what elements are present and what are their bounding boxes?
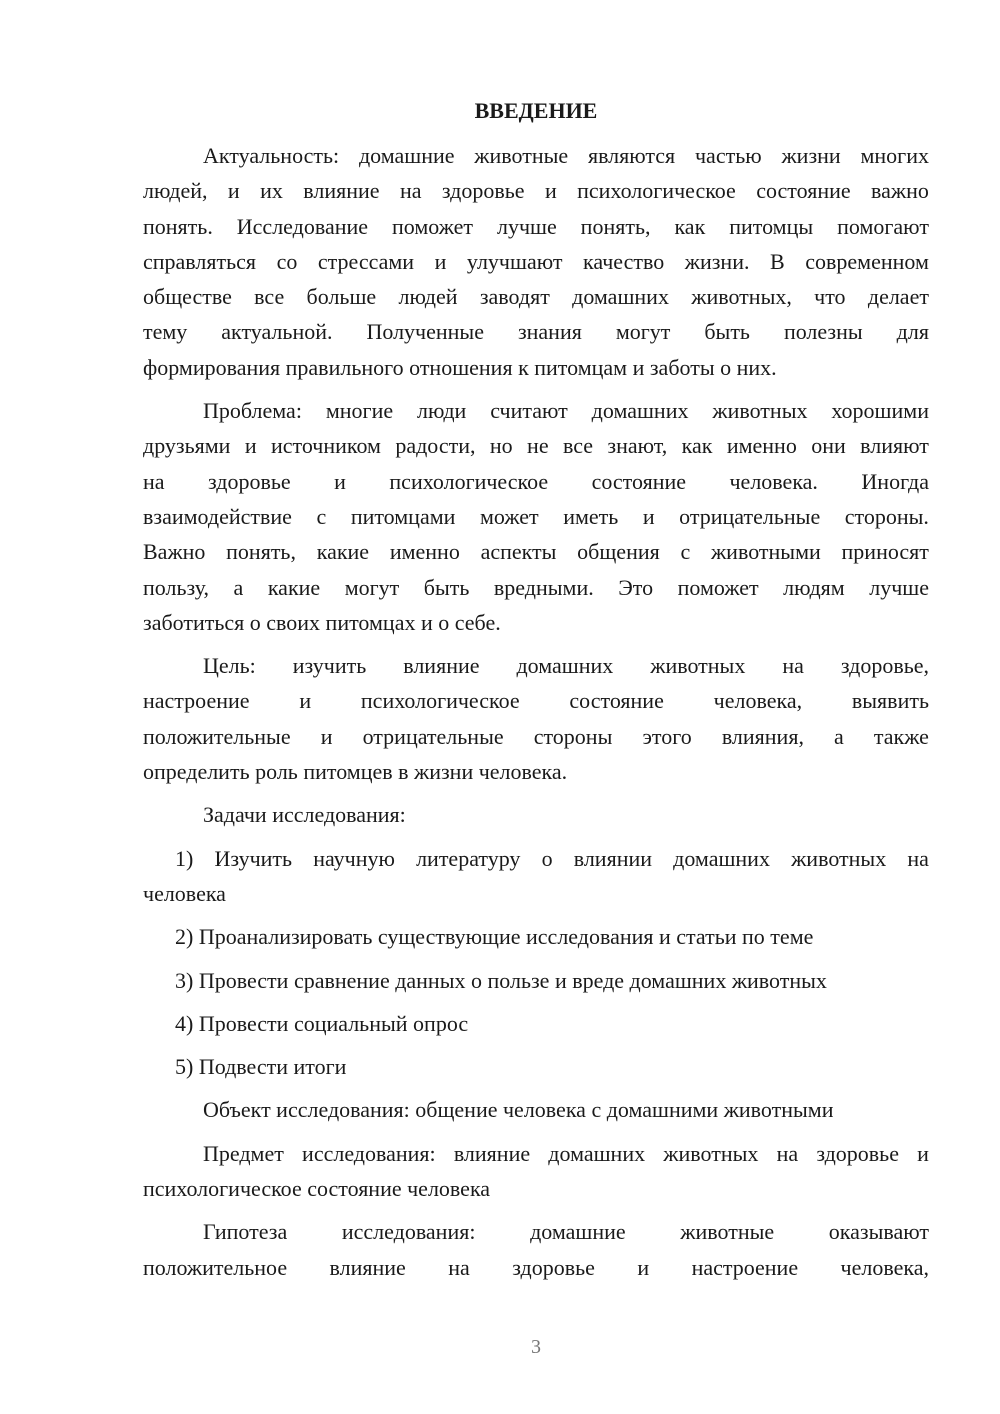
line: определить роль питомцев в жизни человека. xyxy=(143,759,568,785)
line: положительное влияние на здоровье и настроение человека, xyxy=(143,1254,929,1280)
line: тему актуальной. Полученные знания могут быть полезны для xyxy=(143,319,929,345)
line: обществе все больше людей заводят домашних животных, что делает xyxy=(143,284,929,310)
line: психологическое состояние человека xyxy=(143,1176,491,1202)
line: Объект исследования: общение человека с домашними животными xyxy=(203,1097,834,1123)
line: 4) Провести социальный опрос xyxy=(175,1010,469,1036)
line: Гипотеза исследования: домашние животные оказывают xyxy=(203,1219,929,1245)
line: Проблема: многие люди считают домашних животных хорошими xyxy=(203,398,929,424)
page-title: ВВЕДЕНИЕ xyxy=(474,98,598,123)
line: Задачи исследования: xyxy=(203,802,406,828)
line: человека xyxy=(143,880,226,906)
list-item xyxy=(143,963,929,998)
line: 2) Проанализировать существующие исследования и статьи по теме xyxy=(175,924,814,950)
line: понять. Исследование поможет лучше понять, как питомцы помогают xyxy=(143,213,929,239)
paragraph-hypothesis xyxy=(143,1214,929,1285)
line: настроение и психологическое состояние человека, выявить xyxy=(143,688,929,714)
line: пользу, а какие могут быть вредными. Это поможет людям лучше xyxy=(143,574,929,600)
line: формирования правильного отношения к питомцам и заботы о них. xyxy=(143,354,777,380)
line: справляться со стрессами и улучшают качество жизни. В современном xyxy=(143,248,929,274)
list-item xyxy=(143,919,929,954)
line: Предмет исследования: влияние домашних животных на здоровье и xyxy=(203,1140,929,1166)
line: Цель: изучить влияние домашних животных на здоровье, xyxy=(203,653,929,679)
paragraph-object xyxy=(143,1092,929,1127)
page-number: 3 xyxy=(531,1336,541,1358)
body-text xyxy=(143,138,929,1293)
line: друзьями и источником радости, но не все знают, как именно они влияют xyxy=(143,433,929,459)
line: на здоровье и психологическое состояние человека. Иногда xyxy=(143,468,929,494)
list-item xyxy=(143,841,929,912)
paragraph-problem xyxy=(143,393,929,640)
list-item xyxy=(143,1049,929,1084)
paragraph-tasks-heading xyxy=(143,797,929,832)
line: Важно понять, какие именно аспекты общения с животными приносят xyxy=(143,539,929,565)
line: взаимодействие с питомцами может иметь и отрицательные стороны. xyxy=(143,503,929,529)
line: 5) Подвести итоги xyxy=(175,1054,347,1080)
list-item xyxy=(143,1006,929,1041)
paragraph-subject xyxy=(143,1136,929,1207)
line: людей, и их влияние на здоровье и психологическое состояние важно xyxy=(143,178,929,204)
line: заботиться о своих питомцах и о себе. xyxy=(143,609,501,635)
line: 3) Провести сравнение данных о пользе и вреде домашних животных xyxy=(175,967,827,993)
line: 1) Изучить научную литературу о влиянии домашних животных на xyxy=(175,845,929,871)
paragraph-relevance xyxy=(143,138,929,385)
line: положительные и отрицательные стороны этого влияния, а также xyxy=(143,723,929,749)
line: Актуальность: домашние животные являются частью жизни многих xyxy=(203,143,929,168)
paragraph-goal xyxy=(143,648,929,789)
